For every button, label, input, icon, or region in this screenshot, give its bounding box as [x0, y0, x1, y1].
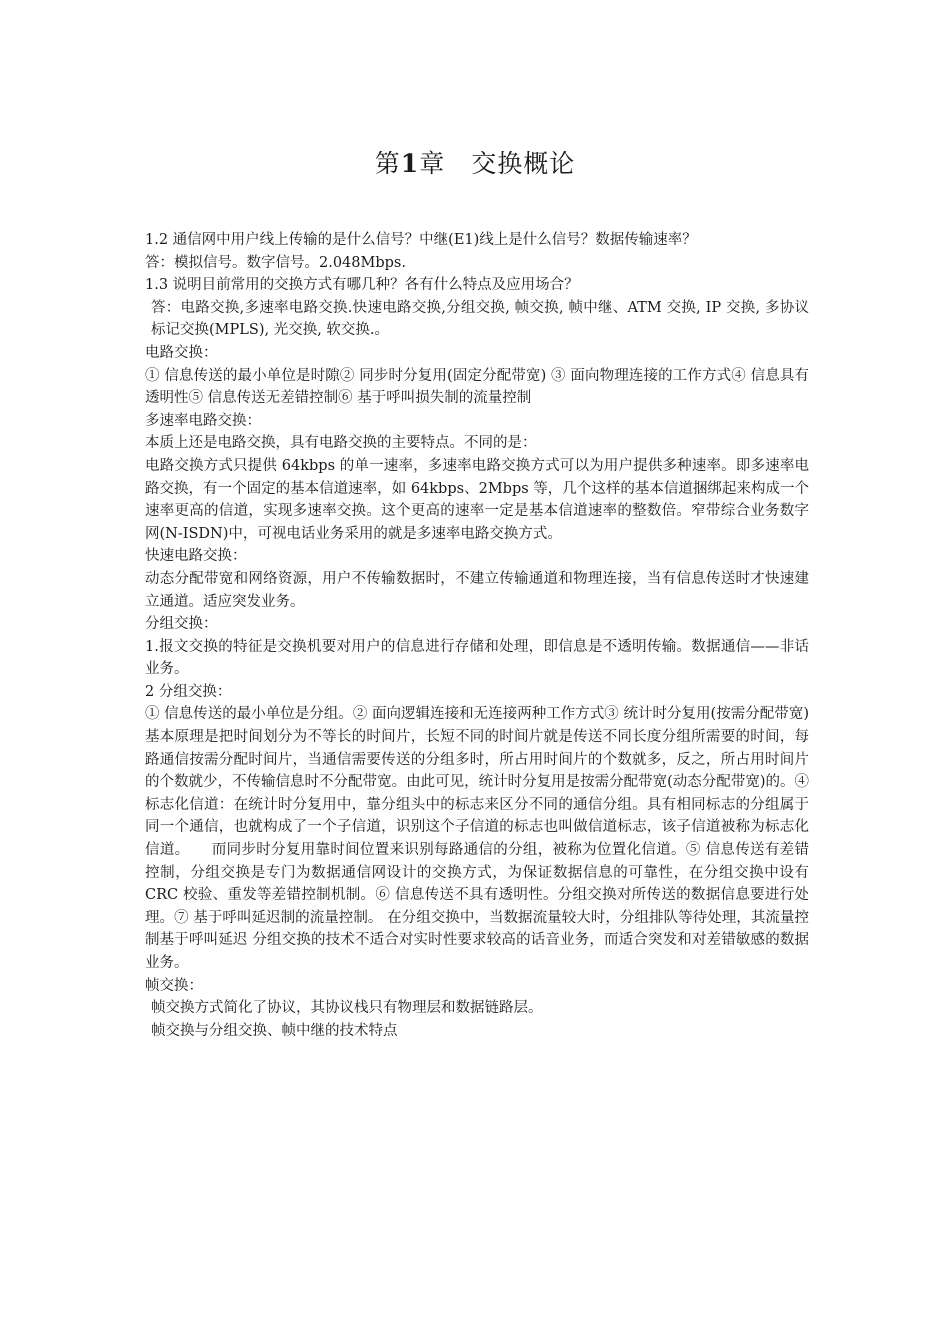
- multirate-intro: 本质上还是电路交换，具有电路交换的主要特点。不同的是：: [145, 435, 537, 452]
- heading-packet-switching-2: 2 分组交换：: [145, 683, 232, 700]
- heading-multirate-circuit-switching: 多速率电路交换：: [145, 412, 261, 429]
- frame-switching-description: 帧交换方式简化了协议，其协议栈只有物理层和数据链路层。: [151, 1000, 543, 1017]
- heading-fast-circuit-switching: 快速电路交换：: [145, 548, 247, 565]
- circuit-switching-features: ① 信息传送的最小单位是时隙② 同步时分复用(固定分配带宽) ③ 面向物理连接的工作方式④ 信息具有透明性⑤ 信息传送无差错控制⑥ 基于呼叫损失制的流量控制: [145, 367, 809, 407]
- heading-packet-switching: 分组交换：: [145, 616, 218, 633]
- answer-1-2: 答：模拟信号。数字信号。2.048Mbps.: [145, 254, 406, 271]
- packet-switching-features: ① 信息传送的最小单位是分组。② 面向逻辑连接和无连接两种工作方式③ 统计时分复用(按需分配带宽) 基本原理是把时间划分为不等长的时间片，长短不同的时间片就是传送不同长度分组所需要的时间，每路通信按需分配时间片，当通信需要传送的分组多时，所占用时间片的个数就多，反之，所占用时间片的个数就少，不传输信息时不分配带宽。由此可见，统计时分复用是按需分配带宽(动态分配带宽)的。④ 标志化信道：在统计时分复用中，靠分组头中的标志来区分不同的通信分组。具有相同标志的分组属于同一个通信，也就构成了一个子信道，识别这个子信道的标志也叫做信道标志，该子信道被称为标志化信道。 而同步时分复用靠时间位置来识别每路通信的分组，被称为位置化信道。⑤ 信息传送有差错控制，分组交换是专门为数据通信网设计的交换方式，为保证数据信息的可靠性，在分组交换中设有 CRC 校验、重发等差错控制机制。⑥ 信息传送不具有透明性。分组交换对所传送的数据信息要进行处理。⑦ 基于呼叫延迟制的流量控制。 在分组交换中，当数据流量较大时，分组排队等待处理，其流量控制基于呼叫延迟 分组交换的技术不适合对实时性要求较高的话音业务，而适合突发和对差错敏感的数据业务。: [145, 706, 809, 971]
- question-1-2: 1.2 通信网中用户线上传输的是什么信号？中继(E1)线上是什么信号？数据传输速率？: [145, 232, 697, 248]
- heading-frame-switching: 帧交换：: [145, 977, 203, 994]
- chapter-number: 1: [400, 149, 420, 178]
- chapter-title-prefix: 第: [374, 149, 401, 178]
- question-1-3: 1.3 说明目前常用的交换方式有哪几种？各有什么特点及应用场合？: [145, 277, 579, 294]
- multirate-description: 电路交换方式只提供 64kbps 的单一速率，多速率电路交换方式可以为用户提供多种速率。即多速率电路交换，有一个固定的基本信道速率，如 64kbps、2Mbps 等，几个这样的基本信道捆绑起来构成一个速率更高的信道，实现多速率交换。这个更高的速率一定是基本信道速率的整数倍。窄带综合业务数字网(N-ISDN)中，可视电话业务采用的就是多速率电路交换方式。: [145, 457, 809, 542]
- heading-circuit-switching: 电路交换：: [145, 344, 218, 361]
- frame-switching-comparison: 帧交换与分组交换、帧中继的技术特点: [151, 1022, 398, 1039]
- document-body: [145, 229, 809, 1042]
- fast-circuit-description: 动态分配带宽和网络资源，用户不传输数据时，不建立传输通道和物理连接，当有信息传送时才快速建立通道。适应突发业务。: [145, 570, 809, 610]
- message-switching-description: 1.报文交换的特征是交换机要对用户的信息进行存储和处理，即信息是不透明传输。数据通信——非话业务。: [145, 638, 809, 678]
- chapter-title-suffix: 章 交换概论: [419, 149, 576, 178]
- answer-1-3: 答：电路交换,多速率电路交换.快速电路交换,分组交换, 帧交换, 帧中继、ATM 交换, IP 交换, 多协议标记交换(MPLS), 光交换, 软交换.。: [151, 299, 809, 339]
- chapter-title: [0, 146, 950, 182]
